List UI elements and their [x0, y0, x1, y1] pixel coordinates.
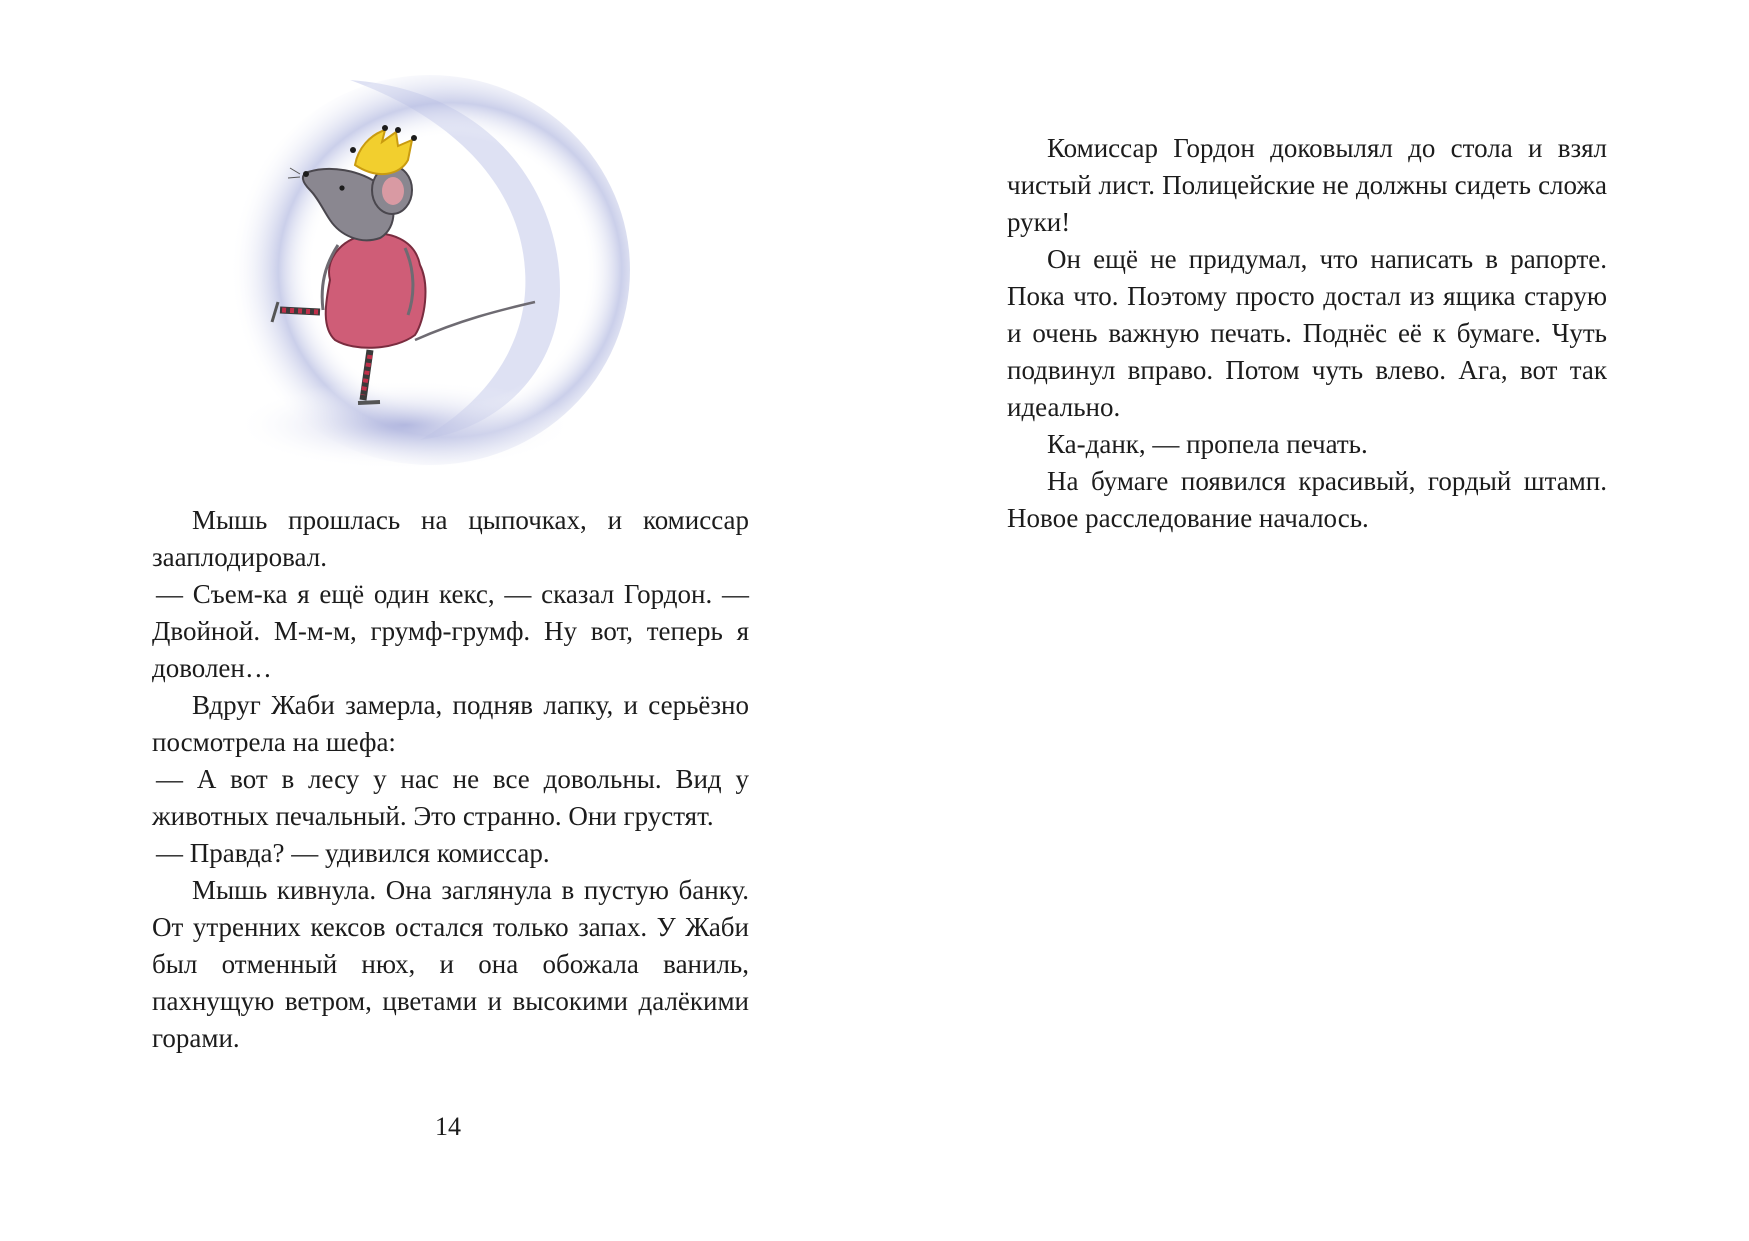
floor-shadow: [235, 380, 575, 470]
paragraph: Мышь кивнула. Она заглянула в пустую банку. От утренних кексов остался только запах. У Жаби был отменный нюх, и она обожала ваниль, пахнущую ветром, цветами и высокими далёкими горами.: [152, 875, 749, 1053]
mouse-dress: [326, 234, 426, 348]
mouse-dancing-illustration: [230, 70, 630, 470]
paragraph: Ка-данк, — пропела печать.: [1047, 429, 1368, 459]
paragraph: Мышь прошлась на цыпочках, и комиссар зааплодировал.: [152, 505, 749, 572]
paragraph: — Правда? — удивился комиссар.: [156, 838, 550, 868]
page-number: 14: [435, 1112, 461, 1141]
paragraph: — А вот в лесу у нас не все довольны. Вид у животных печальный. Это странно. Они грустят.: [152, 764, 749, 831]
paragraph: Он ещё не придумал, что написать в рапорте. Пока что. Поэтому просто достал из ящика старую и очень важную печать. Поднёс её к бумаге. Чуть подвинул вправо. Потом чуть влево. Ага, вот так идеально.: [1007, 244, 1607, 422]
paragraph: На бумаге появился красивый, гордый штамп. Новое расследование началось.: [1007, 466, 1607, 533]
paragraph: Вдруг Жаби замерла, подняв лапку, и серьёзно посмотрела на шефа:: [152, 690, 749, 757]
right-page-text: [1007, 130, 1607, 537]
right-page: [875, 0, 1749, 1241]
paragraph: Комиссар Гордон доковылял до стола и взял чистый лист. Полицейские не должны сидеть сложа руки!: [1007, 133, 1607, 237]
paragraph: — Съем-ка я ещё один кекс, — сказал Гордон. — Двойной. М-м-м, грумф-грумф. Ну вот, теперь я доволен…: [152, 579, 749, 683]
left-page-text: [152, 502, 749, 1057]
